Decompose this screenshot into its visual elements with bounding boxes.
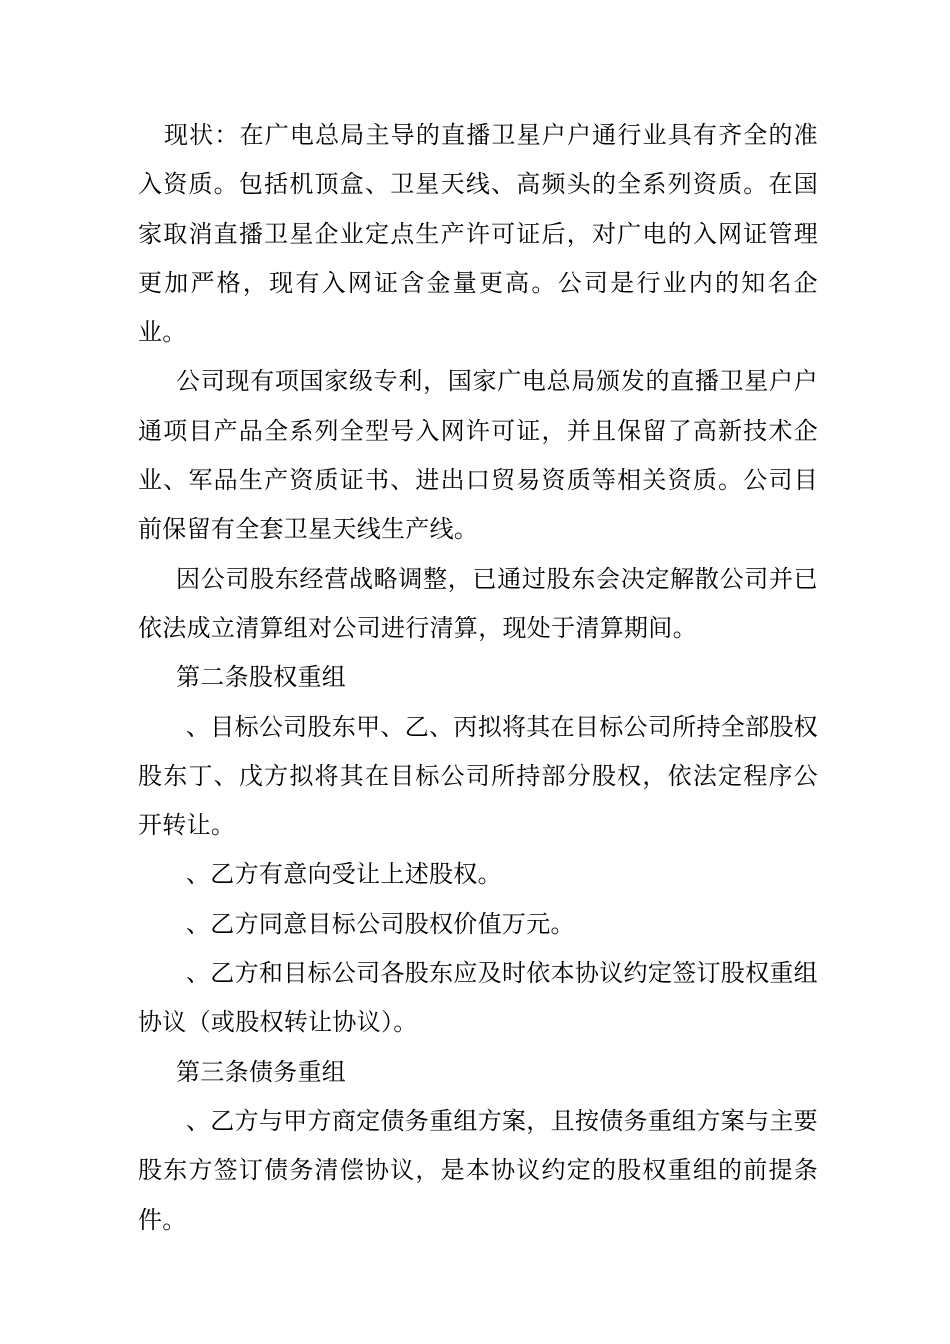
paragraph-status: 现状：在广电总局主导的直播卫星户户通行业具有齐全的准入资质。包括机顶盒、卫星天线、高频头的全系列资质。在国家取消直播卫星企业定点生产许可证后，对广电的入网证管理更加严格，现有入网证含金量更高。公司是行业内的知名企业。 (138, 121, 818, 347)
article2-heading: 第二条股权重组 (176, 663, 347, 692)
article2-item-1: 、目标公司股东甲、乙、丙拟将其在目标公司所持全部股权股东丁、戊方拟将其在目标公司所持部分股权，依法定程序公开转让。 (138, 712, 818, 840)
document-body (138, 111, 818, 1245)
article2-item-4: 、乙方和目标公司各股东应及时依本协议约定签订股权重组协议（或股权转让协议）。 (138, 959, 818, 1037)
article2-item-2: 、乙方有意向受让上述股权。 (186, 860, 502, 889)
article2-item-3: 、乙方同意目标公司股权价值万元。 (186, 909, 575, 938)
article3-item-1: 、乙方与甲方商定债务重组方案，且按债务重组方案与主要股东方签订债务清偿协议，是本协议约定的股权重组的前提条件。 (138, 1106, 818, 1234)
article3-heading: 第三条债务重组 (176, 1057, 347, 1086)
paragraph-liquidation: 因公司股东经营战略调整，已通过股东会决定解散公司并已依法成立清算组对公司进行清算，现处于清算期间。 (138, 564, 818, 642)
paragraph-patents: 公司现有项国家级专利，国家广电总局颁发的直播卫星户户通项目产品全系列全型号入网许可证，并且保留了高新技术企业、军品生产资质证书、进出口贸易资质等相关资质。公司目前保留有全套卫星天线生产线。 (138, 367, 818, 544)
